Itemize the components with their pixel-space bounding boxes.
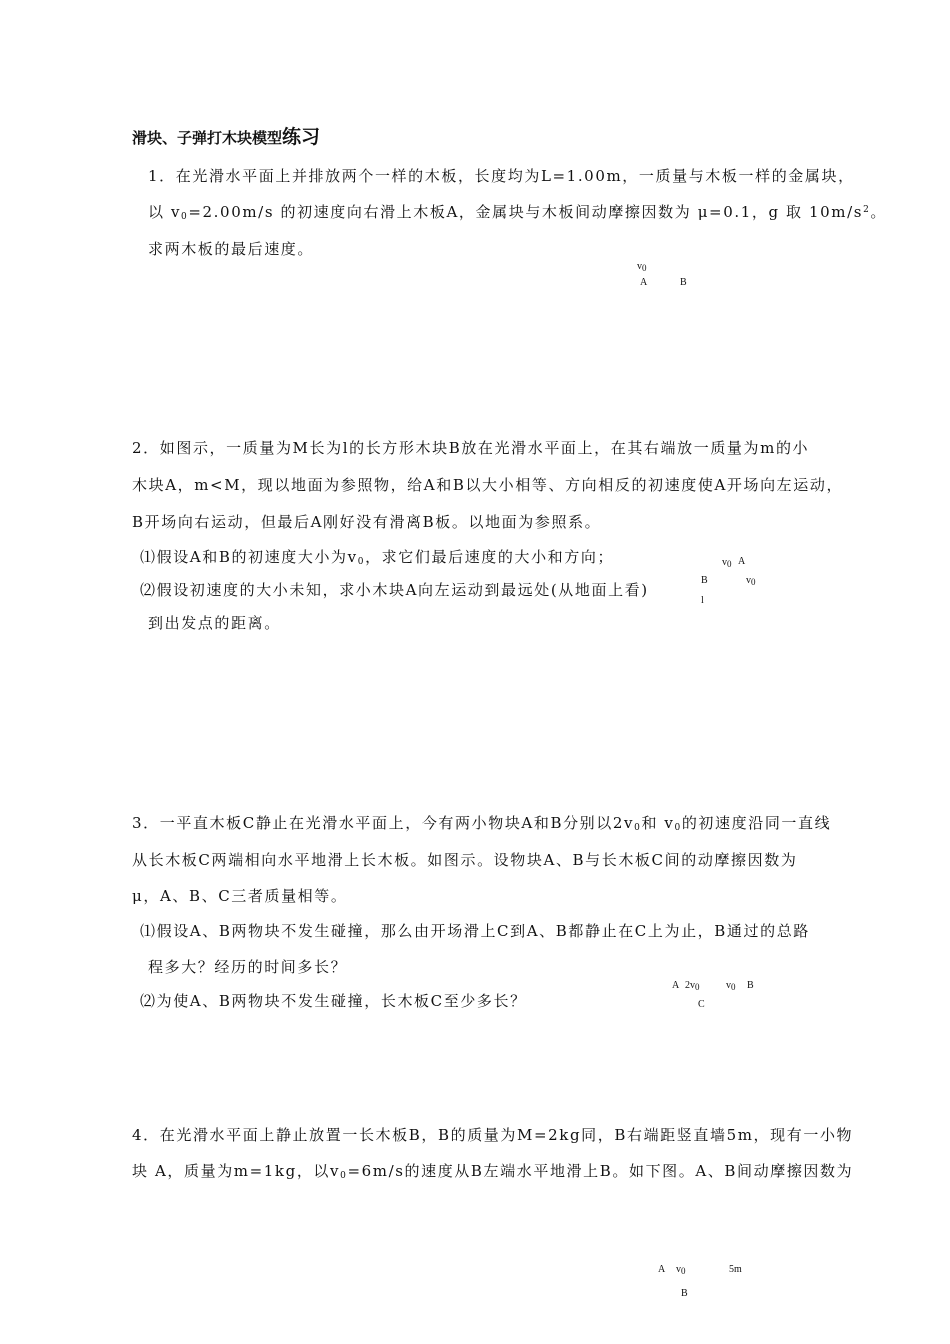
q3-fig-b-label: B [747, 980, 754, 991]
q4-fig-a-label: A [658, 1264, 666, 1275]
q2-sub2: ⑵假设初速度的大小未知，求小木块A向左运动到最远处(从地面上看) [140, 581, 649, 599]
q2-sub1: ⑴假设A和B的初速度大小为$v_0$，求它们最后速度的大小和方向； [140, 548, 615, 567]
title-suffix: 练习 [282, 126, 321, 148]
q3-fig-2v0-label: $2v_0$ [685, 980, 700, 992]
q3-line1: 3．一平直木板C静止在光滑水平面上，今有两小物块A和B分别以$2v_0$和 $v_0$的初速度沿同一直线 [132, 814, 832, 833]
q2-fig-l-label: l [701, 595, 704, 606]
q2-fig-a-label: A [738, 556, 746, 567]
q2-line2: 木块A，m<M，现以地面为参照物，给A和B以大小相等、方向相反的初速度使A开场向左运动， [132, 476, 844, 494]
q1-line2: 以 $v_0=2.00m/s$ 的初速度向右滑上木板A，金属块与木板间动摩擦因数为 μ=0.1，g 取 $10m/s^2$。 [148, 203, 887, 222]
q3-fig-v0-label: $v_0$ [726, 980, 736, 992]
q2-fig-v0-right-label: $v_0$ [746, 575, 756, 587]
q1-line3: 求两木板的最后速度。 [148, 240, 315, 258]
q1-fig-b-label: B [680, 277, 687, 288]
q1-fig-a-label: A [640, 277, 648, 288]
q3-line2: 从长木板C两端相向水平地滑上长木板。如图示。设物块A、B与长木板C间的动摩擦因数为 [132, 851, 798, 869]
q4-line1: 4．在光滑水平面上静止放置一长木板B，B的质量为M=2kg同，B右端距竖直墙5m，现有一小物 [132, 1126, 854, 1144]
q4-fig-5m-label: 5m [729, 1264, 742, 1275]
q3-line3: μ，A、B、C三者质量相等。 [132, 887, 348, 905]
page-title [132, 122, 320, 149]
q2-fig-v0-left-label: $v_0$ [722, 557, 732, 569]
q3-sub1: ⑴假设A、B两物块不发生碰撞，那么由开场滑上C到A、B都静止在C上为止，B通过的总路 [140, 922, 810, 940]
q4-line2: 块 A，质量为m=1kg，以$v_0=6m/s$的速度从B左端水平地滑上B。如下图。A、B间动摩擦因数为 [132, 1162, 854, 1181]
q1-fig-v0-label: $v_0$ [637, 261, 647, 273]
q2-sub2-cont: 到出发点的距离。 [148, 614, 281, 632]
q2-line3: B开场向右运动，但最后A刚好没有滑离B板。以地面为参照系。 [132, 513, 602, 531]
q2-line1: 2．如图示，一质量为M长为l的长方形木块B放在光滑水平面上，在其右端放一质量为m的小 [132, 439, 810, 457]
title-main: 滑块、子弹打木块模型 [132, 129, 283, 147]
q3-fig-a-label: A [672, 980, 680, 991]
q3-sub1-cont: 程多大？经历的时间多长？ [148, 958, 348, 976]
q1-line1: 1．在光滑水平面上并排放两个一样的木板，长度均为L=1.00m，一质量与木板一样的金属块， [148, 167, 855, 185]
q4-fig-v0-label: $v_0$ [676, 1264, 686, 1276]
q4-fig-b-label: B [681, 1288, 688, 1299]
q3-fig-c-label: C [698, 999, 705, 1010]
q3-sub2: ⑵为使A、B两物块不发生碰撞，长木板C至少多长？ [140, 992, 527, 1010]
q2-fig-b-label: B [701, 575, 708, 586]
